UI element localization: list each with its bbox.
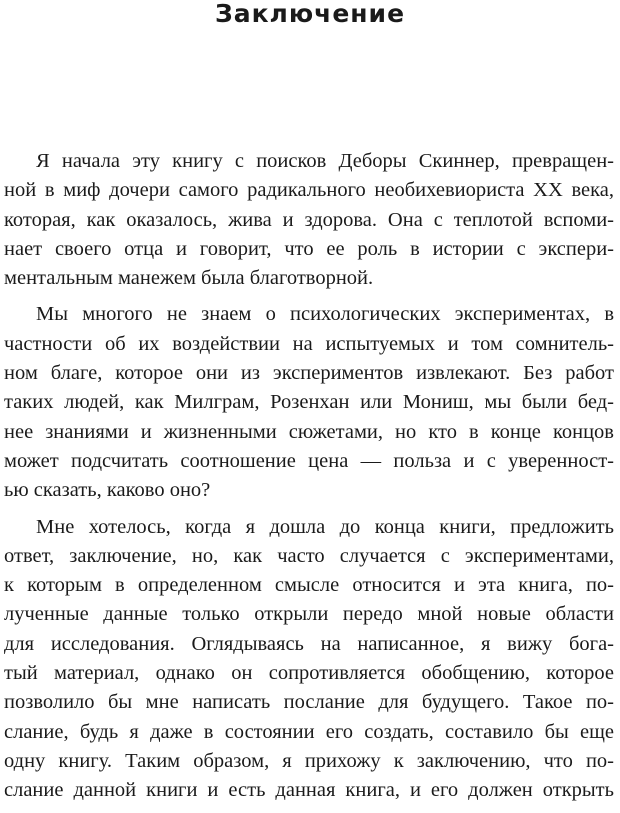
text-line: к которым в определенном смысле относится и эта книга, по- xyxy=(4,574,614,597)
chapter-title: Заключение xyxy=(214,0,406,28)
text-line: таких людей, как Милграм, Розенхан или Мониш, мы были бед- xyxy=(4,391,614,414)
text-line: ной в миф дочери самого радикального необихевиориста XX века, xyxy=(4,179,614,202)
text-line: нее знаниями и жизненными сюжетами, но кто в конце концов xyxy=(4,420,614,443)
text-line: для исследования. Оглядываясь на написанное, я вижу бога- xyxy=(4,632,614,655)
text-line: одну книгу. Таким образом, я прихожу к заключению, что по- xyxy=(4,749,614,772)
text-line: ном благе, которое они из экспериментов извлекают. Без работ xyxy=(4,362,614,385)
text-line: слание, будь я даже в состоянии его создать, составило бы еще xyxy=(4,720,614,743)
text-line: Мы многого не знаем о психологических экспериментах, в xyxy=(36,303,614,326)
text-line: слание данной книги и есть данная книга, и его должен открыть xyxy=(4,779,614,802)
text-line: позволило бы мне написать послание для будущего. Такое по- xyxy=(4,691,614,714)
text-line: Я начала эту книгу с поисков Деборы Скиннер, превращен- xyxy=(36,150,614,172)
chapter-body xyxy=(4,147,614,813)
text-line: нает своего отца и говорит, что ее роль в истории с экспери- xyxy=(4,237,614,260)
paragraph xyxy=(4,147,614,293)
paragraph xyxy=(4,513,614,806)
text-line: ью сказать, каково оно? xyxy=(4,479,211,502)
text-line: которая, как оказалось, жива и здорова. Она с теплотой вспоми- xyxy=(4,208,614,231)
text-line: лученные данные только открыли передо мной новые области xyxy=(4,603,614,626)
text-line: тый материал, однако он сопротивляется обобщению, которое xyxy=(4,662,614,685)
text-line: может подсчитать соотношение цена — польза и с уверенност- xyxy=(4,449,614,472)
text-line: ментальным манежем была благотворной. xyxy=(4,267,374,290)
text-line: частности об их воздействии на испытуемых и том сомнитель- xyxy=(4,332,614,355)
text-line: Мне хотелось, когда я дошла до конца книги, предложить xyxy=(36,515,614,538)
paragraph xyxy=(4,300,614,505)
text-line: ответ, заключение, но, как часто случается с экспериментами, xyxy=(4,544,614,567)
